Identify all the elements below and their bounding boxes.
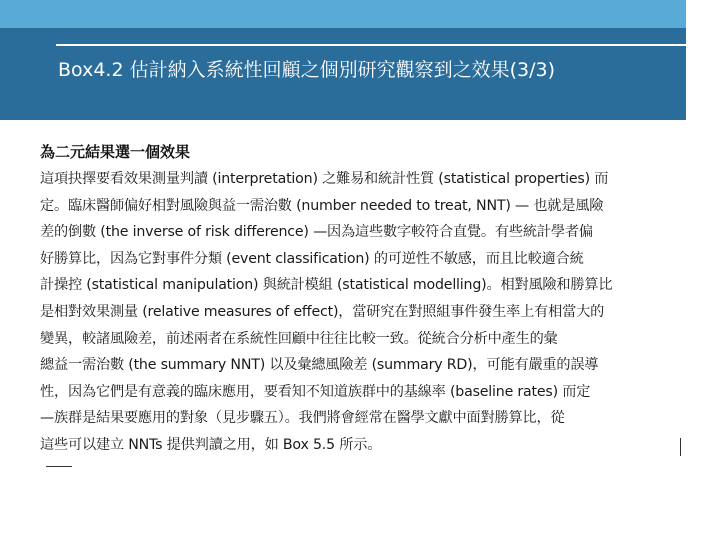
text-line: 這些可以建立 NNTs 提供判讀之用，如 Box 5.5 所示。 [40,436,382,453]
text-line: 變異，較諸風險差，前述兩者在系統性回顧中往往比較一致。從統合分析中產生的彙 [40,330,558,347]
scan-artifact-mark [46,466,72,467]
scan-edge-mark [680,438,681,456]
header-top-strip [0,0,720,28]
text-line: 總益一需治數 (the summary NNT) 以及彙總風險差 (summary RD)，可能有嚴重的誤導 [40,357,599,374]
text-line: 是相對效果測量 (relative measures of effect)，當研究在對照組事件發生率上有相當大的 [40,303,605,320]
text-line: 這項抉擇要看效果測量判讀 (interpretation) 之難易和統計性質 (statistical properties) 而 [40,171,609,187]
text-line: 性，因為它們是有意義的臨床應用，要看知不知道族群中的基線率 (baseline rates) 而定 [40,383,591,400]
text-line: —族群是結果要應用的對象（見步驟五）。我們將會經常在醫學文獻中面對勝算比，從 [40,410,565,427]
text-line: 計操控 (statistical manipulation) 與統計模組 (statistical modelling)。相對風險和勝算比 [40,277,613,294]
header-divider [56,44,686,46]
section-heading: 為二元結果選一個效果 [40,143,191,161]
slide-title: Box4.2 估計納入系統性回顧之個別研究觀察到之效果(3/3) [58,59,555,81]
text-line: 差的倒數 (the inverse of risk difference) —因為這些數字較符合直覺。有些統計學者偏 [40,224,593,241]
scanned-text-block [40,140,680,480]
header-right-margin [686,0,720,120]
text-line: 好勝算比，因為它對事件分類 (event classification) 的可逆性不敏感，而且比較適合統 [40,250,584,267]
text-line: 定。臨床醫師偏好相對風險與益一需治數 (number needed to treat, NNT) — 也就是風險 [40,197,604,214]
